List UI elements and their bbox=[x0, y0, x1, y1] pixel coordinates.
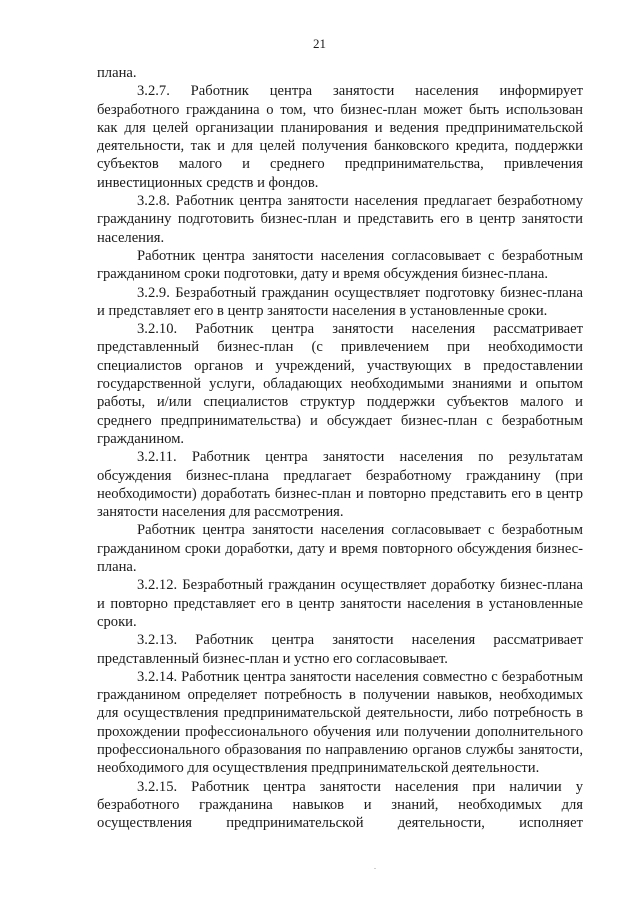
paragraph-continuation: плана. bbox=[97, 65, 137, 81]
paragraph-3-2-8-agreement: Работник центра занятости населения согласовывает с безработным гражданином сроки подготовки, дату и время обсуждения бизнес-плана. bbox=[97, 247, 583, 283]
paragraph-3-2-7: 3.2.7. Работник центра занятости населения информирует безработного гражданина о том, что бизнес-план может быть использован как для целей организации планирования и ведения предпринимательской деятельности, так и для целей получения банковского кредита, поддержки субъектов малого и среднего предпринимательства, привлечения инвестиционных средств и фондов. bbox=[97, 83, 583, 191]
paragraph-3-2-9: 3.2.9. Безработный гражданин осуществляет подготовку бизнес-плана и представляет его в центр занятости населения в установленные сроки. bbox=[97, 284, 583, 319]
paragraph-3-2-10: 3.2.10. Работник центра занятости населения рассматривает представленный бизнес-план (с привлечением при необходимости специалистов органов и учреждений, участвующих в предоставлении государственной услуги, обладающих необходимыми знаниями и опытом работы, и/или специалистов структур поддержки субъектов малого и среднего предпринимательства) и обсуждает бизнес-план с безработным гражданином. bbox=[97, 321, 583, 447]
paragraph-3-2-13: 3.2.13. Работник центра занятости населения рассматривает представленный бизнес-план и устно его согласовывает. bbox=[97, 632, 583, 667]
paragraph-3-2-11-agreement: Работник центра занятости населения согласовывает с безработным гражданином сроки доработки, дату и время повторного обсуждения бизнес-плана. bbox=[97, 522, 583, 576]
document-body bbox=[97, 64, 583, 832]
paragraph-3-2-14: 3.2.14. Работник центра занятости населения совместно с безработным гражданином определяет потребность в получении навыков, необходимых для осуществления предпринимательской деятельности, либо потребность в прохождении профессионального обучения или получении дополнительного профессионального образования по направлению органов службы занятости, необходимого для осуществления предпринимательской деятельности. bbox=[97, 668, 583, 777]
scan-speck bbox=[374, 868, 376, 869]
paragraph-3-2-11: 3.2.11. Работник центра занятости населения по результатам обсуждения бизнес-плана предлагает безработному гражданину (при необходимости) доработать бизнес-план и повторно представить его в центр занятости населения для рассмотрения. bbox=[97, 449, 583, 521]
paragraph-3-2-8: 3.2.8. Работник центра занятости населения предлагает безработному гражданину подготовить бизнес-план и представить его в центр занятости населения. bbox=[97, 193, 583, 246]
paragraph-3-2-15: 3.2.15. Работник центра занятости населения при наличии у безработного гражданина навыков и знаний, необходимых для осуществления предпринимательской деятельности, исполняет bbox=[97, 778, 583, 832]
paragraph-3-2-12: 3.2.12. Безработный гражданин осуществляет доработку бизнес-плана и повторно представляет его в центр занятости населения в установленные сроки. bbox=[97, 577, 583, 630]
page-number: 21 bbox=[313, 36, 326, 51]
